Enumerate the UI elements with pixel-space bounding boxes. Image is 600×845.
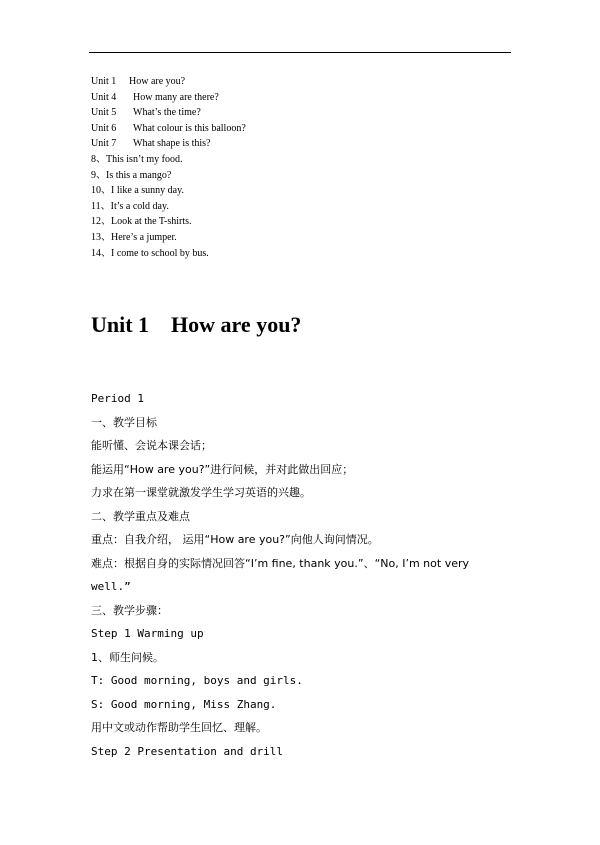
toc-lesson-entry[interactable]: 9、Is this a mango? [91, 169, 172, 181]
lesson-plan-body [91, 387, 469, 763]
toc-unit-number: Unit 5 [91, 107, 117, 119]
toc-unit-title: How are you? [129, 76, 186, 87]
keypoint-line: 重点：自我介绍， 运用“How are you?”向他人询问情况。 [91, 533, 379, 546]
section-heading-steps: 三、教学步骤： [91, 603, 168, 617]
toc-lesson-entry[interactable]: 13、Here’s a jumper. [91, 231, 177, 243]
goal-line: 能听懂、会说本课会话； [91, 439, 212, 452]
toc-unit-entry[interactable] [91, 136, 246, 152]
toc-lesson-entry[interactable]: 11、It’s a cold day. [91, 200, 169, 212]
toc-unit-entry[interactable] [91, 105, 246, 121]
toc-lesson-entry[interactable]: 8、This isn’t my food. [91, 153, 183, 165]
teaching-note: 用中文或动作帮助学生回忆、理解。 [91, 721, 267, 734]
header-rule [89, 52, 511, 53]
toc-unit-number: Unit 4 [91, 91, 117, 103]
toc-unit-entry[interactable] [91, 121, 246, 137]
goal-line: 力求在第一课堂就激发学生学习英语的兴趣。 [91, 486, 311, 499]
toc-unit-number: Unit 6 [91, 122, 117, 134]
table-of-contents [91, 74, 246, 261]
toc-unit-title: What’s the time? [133, 107, 201, 119]
section-heading-goals: 一、教学目标 [91, 415, 157, 429]
toc-unit-entry[interactable] [91, 90, 246, 106]
toc-unit-number: Unit 1 [91, 76, 117, 87]
toc-unit-title: How many are there? [133, 91, 219, 103]
period-label: Period 1 [91, 392, 144, 405]
toc-unit-entry[interactable] [91, 74, 246, 90]
step-item: 1、师生问候。 [91, 650, 164, 664]
difficulty-line: 难点：根据自身的实际情况回答“I’m fine, thank you.”、“No, I’m not very [91, 556, 470, 570]
difficulty-line-continued: well.” [91, 580, 131, 593]
goal-line: 能运用“How are you?”进行问候，并对此做出回应； [91, 462, 354, 476]
toc-unit-title: What colour is this balloon? [133, 122, 246, 134]
toc-unit-title: What shape is this? [133, 138, 211, 150]
toc-unit-number: Unit 7 [91, 138, 117, 150]
section-heading-keypoints: 二、教学重点及难点 [91, 509, 190, 523]
unit-heading: Unit 1 How are you? [91, 312, 302, 337]
dialog-line-teacher: T: Good morning, boys and girls. [91, 674, 303, 687]
toc-lesson-entry[interactable]: 10、I like a sunny day. [91, 185, 184, 197]
step-heading: Step 1 Warming up [91, 627, 204, 640]
dialog-line-students: S: Good morning, Miss Zhang. [91, 697, 277, 711]
toc-lesson-entry[interactable]: 12、Look at the T-shirts. [91, 216, 192, 228]
step-heading: Step 2 Presentation and drill [91, 744, 284, 758]
toc-lesson-entry[interactable]: 14、I come to school by bus. [91, 247, 209, 259]
